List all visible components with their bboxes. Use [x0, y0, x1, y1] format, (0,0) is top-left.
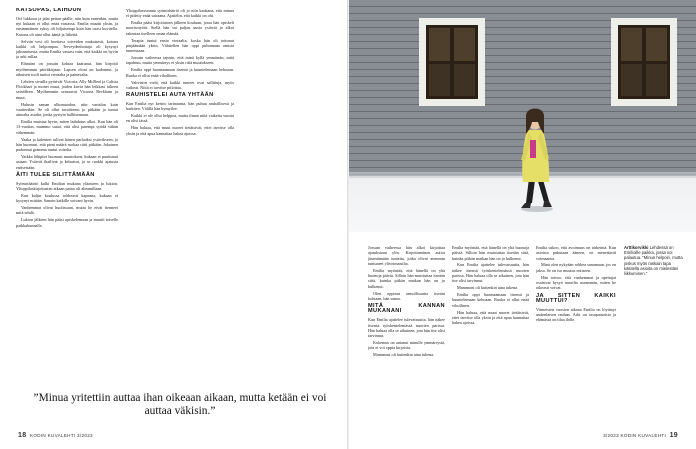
- paragraph: Emilia myöntää, että hänellä on yhä huonoja päiviä. Silloin hän muistuttaa itseään siitä, kuinka pitkän matkan hän on jo kulkenut.: [368, 267, 445, 289]
- paragraph: Elämäni on jossain kohtaa kaatunut, hän kirjoitti myöhemmin päiväkirjaan. Lapsen oloni on kadonnut, ja aikuisen rooli tuntui vieraalta ja painavalta.: [16, 61, 118, 77]
- paragraph: Emilia pääsi kirjoitusten jälkeen kouluun, jossa hän opiskeli nuorisotyötä. Siellä hän sai paljon uusia ystäviä ja alkoi rakentaa itselleen omaa elämää.: [126, 20, 234, 36]
- caption-lead: Arttikorvikki: [624, 245, 649, 250]
- paragraph: Terapia tuntui ensin vieraalta, koska hän oli tottunut pärjäämään yksin. Vähitellen hän oppi puhumaan omista tunteistaan.: [126, 37, 234, 54]
- paragraph: Hän haluaa, että muut nuoret tietäisivät, ettei tarvitse olla yksin ja että apua kannattaa hakea ajoissa.: [126, 125, 234, 136]
- magazine-issue: 3/2023 KODIN KUVALEHTI: [603, 433, 667, 438]
- paragraph: Ovi lukkoon ja jalat peiton päälle, niin kuin ennenkin, mutta nyt kukaan ei ollut enää vastassa. Emilia muutti yksin, ja ensimmäinen syksy oli hiljaisempi kuin hän osasi kuvitella. Kotona oli aina ollut ääntä ja liikettä.: [16, 15, 118, 37]
- paragraph: Emilia oppi huomaamaan itsensä ja kuuntelemaan kehoaan. Ruoka ei ollut enää vihollinen.: [452, 292, 529, 308]
- folio-left: [16, 432, 93, 439]
- column-4: [452, 245, 529, 427]
- magazine-issue: KODIN KUVALEHTI 3/2023: [29, 433, 93, 438]
- paragraph: Kun kuljin koulussa rohkeasti kapeana, kukaan ei kysynyt mitään. Sanoin kaikille voivani hyvin.: [16, 192, 118, 204]
- column-5: [536, 245, 616, 427]
- folio-right: [603, 432, 680, 439]
- paragraph: Kun Emilia ajattelee tulevaisuutta, hän näkee itsensä työskentelemässä nuorten parissa. Hän haluaa olla se aikuinen, jota hän itse olisi tarvinnut.: [368, 317, 445, 339]
- paragraph: Jossain vaiheessa hän alkoi kirjoittaa ajatuksiaan ylös. Kirjoittaminen auttoi jäsentämään tunteita, jotka olivat aiemmin tuntuneet ylivoimaisilta.: [368, 245, 445, 266]
- page-number: 19: [669, 432, 678, 439]
- paragraph: Lehtien sivuilla pyörivät Victoria, Ally McBeal ja Calista Flockhart ja monet muut, joiden kuvia hän leikkasi talteen seinälleen. Myöhemmin seuraavat Victoria Beckham ja muut.: [16, 78, 118, 100]
- paragraph: Hän toivoo, että vanhemmat ja opettajat osaisivat kysyä nuorilta useammin, miten he oikeasti voivat.: [536, 274, 616, 291]
- photo-caption: [624, 245, 686, 276]
- paragraph: Ylioppilasvuonna syömishäiriö oli jo niin kaukana, että minua ei pidetty enää sairaana. Ajattelin, että kaikki on ohi.: [126, 8, 234, 19]
- paragraph: Viimeisten vuosien aikana Emilia on löytänyt uudenlaisen rauhan. Arki on tasapainoista ja elämässä on tilaa ilolle.: [536, 306, 616, 323]
- window-right: [611, 18, 677, 106]
- snow-ground: [349, 176, 696, 232]
- paragraph: Minä olen nykyään rohkea sanomaan, jos en jaksa. Se on iso muutos entiseen.: [536, 262, 616, 273]
- section-heading: JA SITTEN KAIKKI MUUTTUI?: [536, 292, 616, 304]
- photo-illustration: [349, 0, 696, 232]
- paragraph: Emilia muistaa hyvin, miten laihdutus alkoi. Kun hän oli 13-vuotias, mummo sanoi, että olisi parempi syödä vähän vähemmän.: [16, 119, 118, 135]
- paragraph: Mammoni oli kuitenkin aina tukena.: [457, 285, 519, 291]
- section-heading: ÄITI TULEE SILITTÄMÄÄN: [16, 171, 95, 178]
- paragraph: Kun Emilia ajattelee tulevaisuutta, hän näkee itsensä työskentelemässä nuorten parissa. Hän haluaa olla se aikuinen, jota hän itse olisi tarvinnut.: [452, 262, 529, 284]
- paragraph: Mammoni oli kuitenkin aina tukena.: [373, 352, 435, 358]
- pull-quote: ”Minua yritettiin auttaa ihan oikeaan aikaan, mutta ketään ei voi auttaa väkisin.”: [33, 392, 327, 417]
- paragraph: Vahvistin vielä, että kaikki tunteet ovat sallittuja, myös vaikeat. Niitä ei tarvitse piilottaa.: [126, 79, 234, 90]
- section-heading: KATSOPAS, LAIHDUN: [16, 8, 82, 13]
- column-1: [16, 8, 118, 388]
- paragraph: Kun Emilia nyt kertoo tarinaansa, hän puhuu rauhallisesti ja harkiten. Välillä hän hymyilee.: [126, 100, 234, 112]
- paragraph: Kaikki ei ole ollut helppoa, mutta ilman niitä vaikeita vuosia en olisi tässä.: [126, 113, 234, 124]
- paragraph: Emilia myöntää, että hänellä on yhä huonoja päiviä. Silloin hän muistuttaa itseään siitä, kuinka pitkän matkan hän on jo kulkenut.: [452, 245, 529, 261]
- column-3: [368, 245, 445, 427]
- paragraph: Olen oppinut armollisuutta itseäni kohtaan, hän sanoo.: [368, 290, 445, 301]
- paragraph: Kokemus on antanut minulle ymmärrystä, jota ei voi oppia kirjoista.: [368, 340, 445, 351]
- paragraph: Syömishäiriö kulki Emilian mukana yläasteen ja lukion. Ylioppilaskirjoitusten aikaan paino oli alimmillaan.: [16, 180, 118, 192]
- paragraph: Emilia oppi huomaamaan itsensä ja kuuntelemaan kehoaan. Ruoka ei ollut enää vihollinen.: [126, 67, 234, 78]
- paragraph: Emilia uskoo, että avoimuus on tärkeintä. Kun asioista puhutaan ääneen, ne menettävät voimaansa.: [536, 245, 616, 261]
- page-number: 18: [18, 432, 27, 439]
- caption-text: Lehdessä on Emilioille paikka, jossa voi palautua. ”Minun helpoin, mutta joskus myös raskain tapa käsitellä asioita on mielestäni liikkuminen.”: [624, 245, 683, 277]
- paragraph: Halusin saman ulkomuodon, niin vartalon kuin vaatteetkin. Se oli ollut tavoitteeni jo pitkään ja tuntui ainoalta asialta, jonka pystyin hallitsemaan.: [16, 101, 118, 118]
- paragraph: Jossain vaiheessa tajusin, että minä kyllä ymmärrän, mitä tapahtuu, mutta ymmärrys ei yksin riitä muutokseen.: [126, 55, 234, 66]
- paragraph: Hän haluaa, että muut nuoret tietäisivät, ettei tarvitse olla yksin ja että apua kannattaa hakea ajoissa.: [452, 309, 529, 326]
- column-2: [126, 8, 234, 388]
- section-heading: RAUHISTELEI AUTA YHTÄÄN: [126, 92, 214, 99]
- section-heading: MITÄ KANNAN MUKANANI: [368, 303, 445, 315]
- paragraph: Vaaka ja kalenteri tulivat hänen parhaiksi ystävikseen, ja hän huomasi, että pieni määrä ruokaa riitti pitkään. Jokainen pudonnut gramma tuntui voitolta.: [16, 136, 118, 153]
- paragraph: Selviin vesi oli koettava toiveiden mukaisesti, kotona kaikki oli helpompaa. Terveydenhoitaja oli kysynyt jaksamisesta, mutta Emilia vastasi vain, että kaikki on hyvin ja arki rullaa.: [16, 38, 118, 60]
- photo: [349, 0, 696, 232]
- window-left: [419, 18, 485, 106]
- paragraph: Vaikka lähipiiri huomasi muutoksen, kukaan ei puuttunut asiaan. Ystävät ihailivat ja kehuivat, ja se ruokki ajatusta entisestään.: [16, 154, 118, 170]
- paragraph: Vanhemmat olivat huolissaan, mutta he eivät tienneet mitä tehdä.: [16, 205, 118, 216]
- paragraph: Lukion jälkeen hän pääsi opiskelemaan ja muutti toiselle paikkakunnalle.: [16, 217, 118, 228]
